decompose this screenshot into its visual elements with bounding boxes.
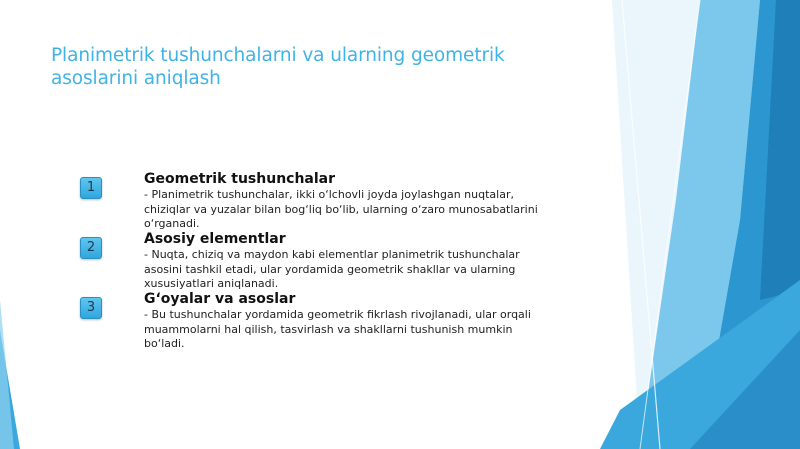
item-heading: Geometrik tushunchalar [144,171,336,187]
item-description: - Planimetrik tushunchalar, ikki o‘lchovli joyda joylashgan nuqtalar, chiziqlar va yuzalar bilan bog‘liq bo‘lib, ularning o‘zaro munosabatlarini o‘rganadi. [144,188,538,230]
item-number-badge: 1 [80,177,102,199]
item-text-block [144,171,544,232]
item-heading: Asosiy elementlar [144,231,286,247]
item-description: - Bu tushunchalar yordamida geometrik fikrlash rivojlanadi, ular orqali muammolarni hal qilish, tasvirlash va shakllarni tushunish mumkin bo‘ladi. [144,308,531,350]
item-text-block [144,291,544,352]
item-number-badge: 2 [80,237,102,259]
item-text-block [144,231,544,292]
item-description: - Nuqta, chiziq va maydon kabi elementlar planimetrik tushunchalar asosini tashkil etadi, ular yordamida geometrik shakllar va ularning xususiyatlari aniqlanadi. [144,248,520,290]
item-heading: G‘oyalar va asoslar [144,291,296,307]
slide-title: Planimetrik tushunchalarni va ularning geometrik asoslarini aniqlash [51,45,505,89]
item-number-badge: 3 [80,297,102,319]
